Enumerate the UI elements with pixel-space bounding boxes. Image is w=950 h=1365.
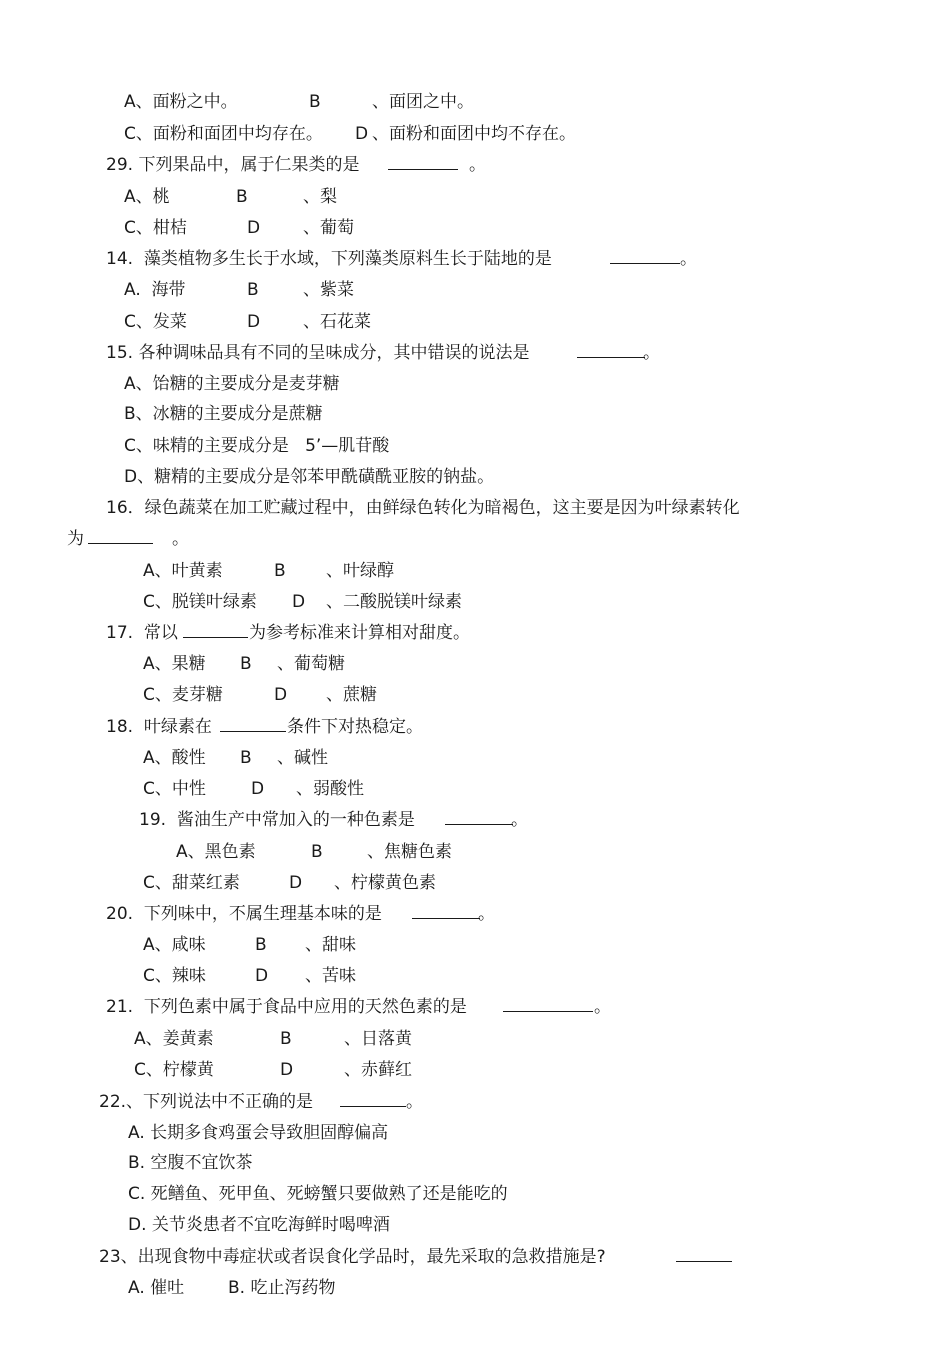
q23-option-row-1 <box>0 1277 336 1299</box>
q21-option-a: A、姜黄素 <box>134 1029 214 1049</box>
q18-stem: 18. 叶绿素在 <box>106 717 212 737</box>
q28-option-row-1 <box>0 91 474 113</box>
q20-stem: 20. 下列味中，不属生理基本味的是 <box>106 904 382 924</box>
q21-end: 。 <box>594 997 611 1017</box>
q14-option-d-letter: D <box>247 312 261 332</box>
q28-option-d-letter: D <box>355 124 369 144</box>
q14-option-b-letter: B <box>247 280 259 300</box>
q20-option-a: A、咸味 <box>143 935 206 955</box>
q14-stem: 14. 藻类植物多生长于水域，下列藻类原料生长于陆地的是 <box>106 249 552 269</box>
q22-stem: 22.、下列说法中不正确的是 <box>99 1092 314 1112</box>
q20-option-c: C、辣味 <box>143 966 206 986</box>
q15-option-b-line <box>0 403 323 425</box>
q20-option-d-letter: D <box>255 966 269 986</box>
q22-option-a-line <box>0 1122 389 1144</box>
q16-option-row-2 <box>0 591 462 613</box>
q17-option-d: 、蔗糖 <box>326 685 377 705</box>
q15-option-c: C、味精的主要成分是 5’—肌苷酸 <box>124 436 390 456</box>
q16-stem: 16．绿色蔬菜在加工贮藏过程中，由鲜绿色转化为暗褐色，这主要是因为叶绿素转化 <box>106 498 740 518</box>
q14-option-b: 、紫菜 <box>303 280 354 300</box>
q16-stem-line <box>0 497 740 519</box>
q20-option-d: 、苦味 <box>305 966 356 986</box>
q21-stem-line <box>0 996 611 1018</box>
q29-stem-line <box>0 154 486 176</box>
q28-option-a: A、面粉之中。 <box>124 92 238 112</box>
q21-option-d: 、赤藓红 <box>344 1060 412 1080</box>
q18-option-a: A、酸性 <box>143 748 206 768</box>
q18-option-row-2 <box>0 778 364 800</box>
q18-option-b-letter: B <box>240 748 252 768</box>
q17-option-b: 、葡萄糖 <box>277 654 345 674</box>
q29-option-d-letter: D <box>247 218 261 238</box>
q19-end: 。 <box>511 810 528 830</box>
q14-option-row-1 <box>0 279 354 301</box>
q18-option-d: 、弱酸性 <box>296 779 364 799</box>
q14-option-c: C、发菜 <box>124 312 187 332</box>
q20-option-b-letter: B <box>255 935 267 955</box>
q19-option-d: 、柠檬黄色素 <box>334 873 436 893</box>
q15-stem: 15. 各种调味品具有不同的呈味成分，其中错误的说法是 <box>106 343 530 363</box>
q17-stem-after: 为参考标准来计算相对甜度。 <box>249 623 470 643</box>
q22-option-a: A. 长期多食鸡蛋会导致胆固醇偏高 <box>128 1123 389 1143</box>
q22-option-d-line <box>0 1214 390 1236</box>
q23-option-a: A. 催吐 <box>128 1278 185 1298</box>
q18-option-row-1 <box>0 747 328 769</box>
q19-option-b: 、焦糖色素 <box>367 842 452 862</box>
q19-option-a: A、黑色素 <box>176 842 256 862</box>
q29-answer-blank <box>388 154 458 170</box>
q16-option-d: 、二酸脱镁叶绿素 <box>326 592 462 612</box>
q29-end: 。 <box>469 155 486 175</box>
q19-option-d-letter: D <box>289 873 303 893</box>
q20-answer-blank <box>412 903 480 919</box>
q18-answer-blank <box>220 716 286 732</box>
q29-option-row-1 <box>0 186 337 208</box>
q19-stem: 19. 酱油生产中常加入的一种色素是 <box>139 810 415 830</box>
q21-option-b-letter: B <box>280 1029 292 1049</box>
q14-stem-line <box>0 248 697 270</box>
q17-option-b-letter: B <box>240 654 252 674</box>
q16-end: 。 <box>172 529 189 549</box>
q29-stem: 29. 下列果品中，属于仁果类的是 <box>106 155 360 175</box>
q17-answer-blank <box>183 622 248 638</box>
q20-end: 。 <box>478 904 495 924</box>
q19-option-b-letter: B <box>311 842 323 862</box>
q16-option-b-letter: B <box>274 561 286 581</box>
q16-answer-blank <box>88 528 153 544</box>
q21-option-row-1 <box>0 1028 412 1050</box>
q17-option-row-1 <box>0 653 345 675</box>
q20-option-b: 、甜味 <box>305 935 356 955</box>
q22-end: 。 <box>406 1092 423 1112</box>
q14-option-d: 、石花菜 <box>303 312 371 332</box>
q20-stem-line <box>0 903 495 925</box>
q29-option-c: C、柑桔 <box>124 218 187 238</box>
q17-option-d-letter: D <box>274 685 288 705</box>
q22-option-b-line <box>0 1152 253 1174</box>
q21-option-row-2 <box>0 1059 412 1081</box>
q19-answer-blank <box>445 809 513 825</box>
q17-option-row-2 <box>0 684 377 706</box>
q22-stem-line <box>0 1091 423 1113</box>
q17-option-c: C、麦芽糖 <box>143 685 223 705</box>
q21-stem: 21. 下列色素中属于食品中应用的天然色素的是 <box>106 997 467 1017</box>
q15-option-a-line <box>0 373 340 395</box>
q14-answer-blank <box>610 248 680 264</box>
q28-option-b: 、面团之中。 <box>372 92 474 112</box>
q15-stem-line <box>0 342 660 364</box>
q18-stem-after: 条件下对热稳定。 <box>287 717 423 737</box>
q19-option-c: C、甜菜红素 <box>143 873 240 893</box>
q28-option-b-letter: B <box>309 92 321 112</box>
q22-option-c-line <box>0 1183 508 1205</box>
q16-stem-continued: 为 <box>67 529 84 549</box>
q14-option-row-2 <box>0 311 371 333</box>
q18-option-b: 、碱性 <box>277 748 328 768</box>
q17-stem: 17. 常以 <box>106 623 178 643</box>
q14-option-a: A. 海带 <box>124 280 186 300</box>
q23-answer-blank <box>676 1246 732 1262</box>
q16-option-b: 、叶绿醇 <box>326 561 394 581</box>
q23-stem-line <box>0 1246 606 1268</box>
q20-option-row-1 <box>0 934 356 956</box>
q18-stem-line <box>0 716 423 738</box>
q29-option-a: A、桃 <box>124 187 170 207</box>
q15-option-c-line <box>0 435 390 457</box>
q16-option-a: A、叶黄素 <box>143 561 223 581</box>
q19-stem-line <box>0 809 528 831</box>
q28-option-d: 、面粉和面团中均不存在。 <box>372 124 576 144</box>
q16-option-c: C、脱镁叶绿素 <box>143 592 257 612</box>
q16-stem-line-2 <box>0 528 189 550</box>
q15-option-d: D、糖精的主要成分是邻苯甲酰磺酰亚胺的钠盐。 <box>124 467 495 487</box>
q22-answer-blank <box>340 1091 406 1107</box>
q21-option-d-letter: D <box>280 1060 294 1080</box>
q19-option-row-2 <box>0 872 436 894</box>
q16-option-row-1 <box>0 560 394 582</box>
q29-option-row-2 <box>0 217 354 239</box>
q18-option-c: C、中性 <box>143 779 206 799</box>
q23-option-b: B. 吃止泻药物 <box>228 1278 336 1298</box>
q18-option-d-letter: D <box>251 779 265 799</box>
q29-option-b-letter: B <box>236 187 248 207</box>
q22-option-c: C. 死鳝鱼、死甲鱼、死螃蟹只要做熟了还是能吃的 <box>128 1184 508 1204</box>
q21-answer-blank <box>503 996 593 1012</box>
q15-option-a: A、饴糖的主要成分是麦芽糖 <box>124 374 340 394</box>
q17-option-a: A、果糖 <box>143 654 206 674</box>
q19-option-row-1 <box>0 841 452 863</box>
q15-option-b: B、冰糖的主要成分是蔗糖 <box>124 404 323 424</box>
q17-stem-line <box>0 622 470 644</box>
q28-option-row-2 <box>0 123 576 145</box>
q29-option-d: 、葡萄 <box>303 218 354 238</box>
q21-option-c: C、柠檬黄 <box>134 1060 214 1080</box>
q22-option-d: D. 关节炎患者不宜吃海鲜时喝啤酒 <box>128 1215 390 1235</box>
q20-option-row-2 <box>0 965 356 987</box>
q23-stem: 23、出现食物中毒症状或者误食化学品时，最先采取的急救措施是? <box>99 1247 606 1267</box>
q28-option-c: C、面粉和面团中均存在。 <box>124 124 323 144</box>
q14-end: 。 <box>680 249 697 269</box>
q22-option-b: B. 空腹不宜饮茶 <box>128 1153 253 1173</box>
q29-option-b: 、梨 <box>303 187 337 207</box>
q21-option-b: 、日落黄 <box>344 1029 412 1049</box>
q15-option-d-line <box>0 466 495 488</box>
q15-end: 。 <box>643 343 660 363</box>
q16-option-d-letter: D <box>292 592 306 612</box>
q15-answer-blank <box>577 342 645 358</box>
